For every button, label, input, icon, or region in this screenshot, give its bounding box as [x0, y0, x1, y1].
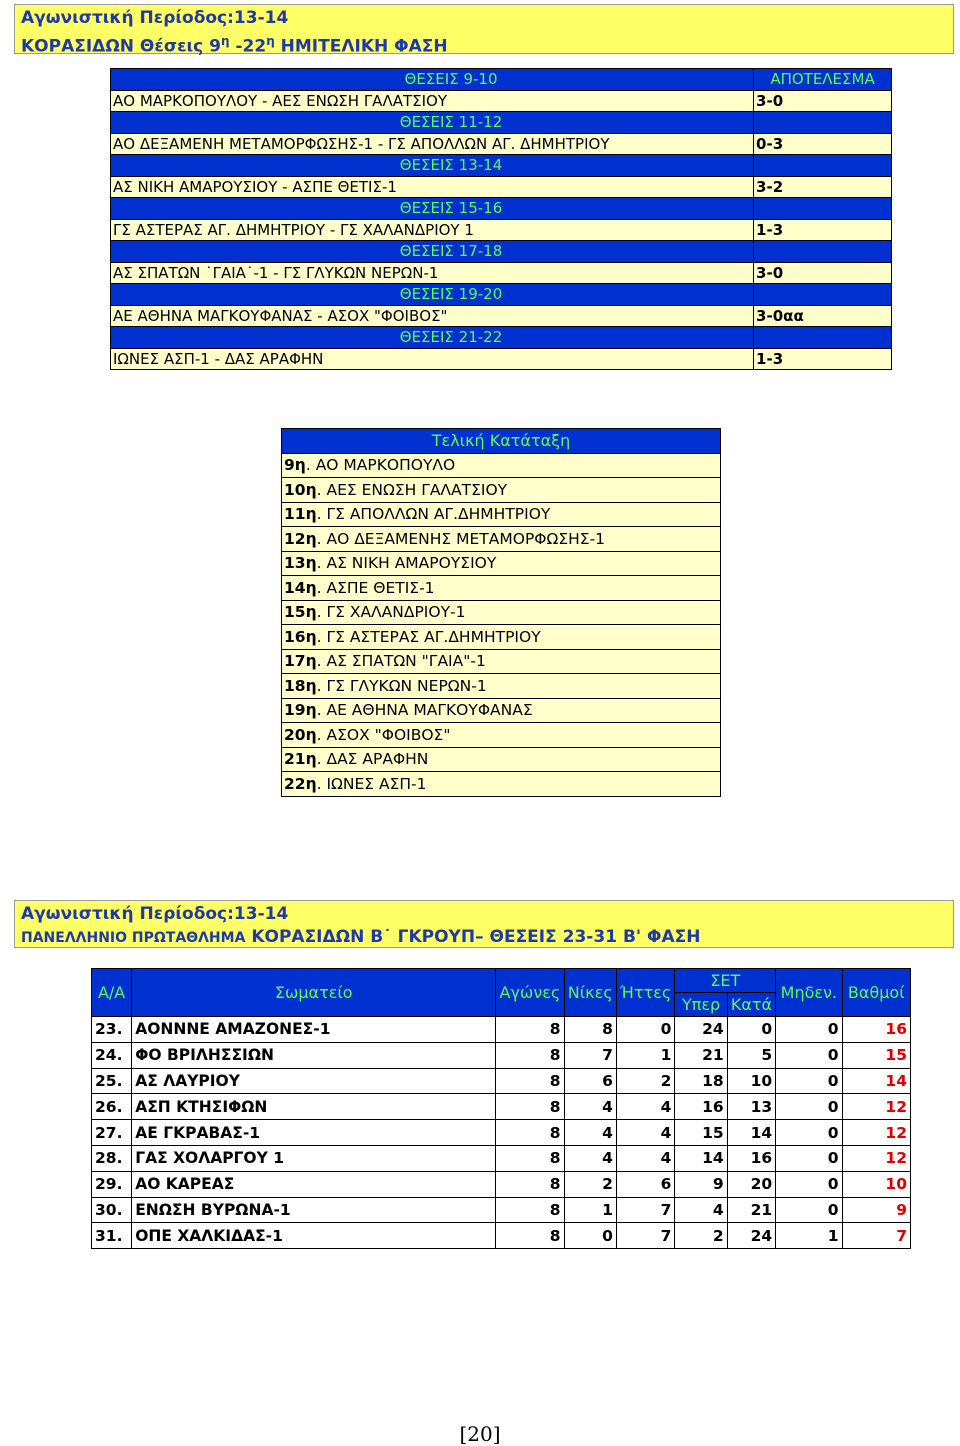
points: 9 — [842, 1197, 910, 1223]
games: 8 — [496, 1017, 564, 1043]
team-pos: 23. — [92, 1017, 132, 1043]
zero-sets: 0 — [776, 1145, 842, 1171]
ranking-team: ΑΕ ΑΘΗΝΑ ΜΑΓΚΟΥΦΑΝΑΣ — [326, 701, 533, 720]
ranking-team: ΑΣΠΕ ΘΕΤΙΣ-1 — [326, 578, 435, 597]
ranking-row: 20η. ΑΣΟΧ "ΦΟΙΒΟΣ" — [282, 723, 721, 748]
losses: 7 — [616, 1197, 675, 1223]
section-blank — [754, 155, 892, 177]
wins: 7 — [564, 1042, 616, 1068]
ranking-row: 17η. ΑΣ ΣΠΑΤΩΝ "ΓΑΙΑ"-1 — [282, 649, 721, 674]
games: 8 — [496, 1120, 564, 1146]
season-label-2: Αγωνιστική Περίοδος:13-14 — [21, 904, 289, 924]
match-teams: ΑΟ ΔΕΞΑΜΕΝΗ ΜΕΤΑΜΟΡΦΩΣΗΣ-1 - ΓΣ ΑΠΟΛΛΩΝ ΑΓ. ΔΗΜΗΤΡΙΟΥ — [111, 133, 754, 155]
games: 8 — [496, 1197, 564, 1223]
standings-row — [92, 1171, 911, 1197]
zero-sets: 0 — [776, 1017, 842, 1043]
ranking-team: ΓΣ ΑΠΟΛΛΩΝ ΑΓ.ΔΗΜΗΤΡΙΟΥ — [326, 505, 551, 524]
section-title: ΘΕΣΕΙΣ 17-18 — [111, 241, 754, 263]
wins: 4 — [564, 1094, 616, 1120]
ranking-team: ΔΑΣ ΑΡΑΦΗΝ — [326, 750, 429, 769]
losses: 7 — [616, 1223, 675, 1249]
sets-against: 10 — [727, 1068, 775, 1094]
points: 12 — [842, 1120, 910, 1146]
match-score: 1-3 — [754, 219, 892, 241]
match-teams: ΙΩΝΕΣ ΑΣΠ-1 - ΔΑΣ ΑΡΑΦΗΝ — [111, 348, 754, 370]
section-title: ΘΕΣΕΙΣ 11-12 — [111, 112, 754, 134]
result-header: ΑΠΟΤΕΛΕΣΜΑ — [754, 69, 892, 91]
match-teams: ΓΣ ΑΣΤΕΡΑΣ ΑΓ. ΔΗΜΗΤΡΙΟΥ - ΓΣ ΧΑΛΑΝΔΡΙΟΥ 1 — [111, 219, 754, 241]
sets-against: 5 — [727, 1042, 775, 1068]
ranking-position: 11η — [284, 505, 317, 524]
team-name: ΑΕ ΓΚΡΑΒΑΣ-1 — [132, 1120, 496, 1146]
section-title: ΘΕΣΕΙΣ 13-14 — [111, 155, 754, 177]
ranking-team: ΑΣΟΧ "ΦΟΙΒΟΣ" — [326, 725, 451, 744]
col-losses: Ήττες — [616, 969, 675, 1017]
season-label: Αγωνιστική Περίοδος:13-14 — [21, 8, 289, 28]
col-sets-against: Κατά — [727, 993, 775, 1017]
results-table — [110, 68, 892, 370]
match-teams: ΑΣ ΣΠΑΤΩΝ ˙ΓΑΙΑ˙-1 - ΓΣ ΓΛΥΚΩΝ ΝΕΡΩΝ-1 — [111, 262, 754, 284]
section-blank — [754, 327, 892, 349]
match-row — [111, 262, 892, 284]
ranking-position: 19η — [284, 701, 317, 720]
sets-for: 24 — [675, 1017, 727, 1043]
sets-for: 15 — [675, 1120, 727, 1146]
section-title: ΘΕΣΕΙΣ 15-16 — [111, 198, 754, 220]
team-pos: 24. — [92, 1042, 132, 1068]
ranking-row: 15η. ΓΣ ΧΑΛΑΝΔΡΙΟΥ-1 — [282, 600, 721, 625]
team-name: ΦΟ ΒΡΙΛΗΣΣΙΩΝ — [132, 1042, 496, 1068]
games: 8 — [496, 1145, 564, 1171]
header-bottom — [14, 900, 954, 948]
standings-table — [91, 968, 911, 1249]
points: 16 — [842, 1017, 910, 1043]
points: 14 — [842, 1068, 910, 1094]
sets-against: 16 — [727, 1145, 775, 1171]
standings-row — [92, 1068, 911, 1094]
results-section-row — [111, 198, 892, 220]
match-score: 3-0 — [754, 262, 892, 284]
section-title: ΚΟΡΑΣΙΔΩΝ Θέσεις $9^\eta$ $-22^\eta$ ΗΜΙΤΕΛΙΚΗ ΦΑΣΗ — [21, 34, 448, 57]
wins: 1 — [564, 1197, 616, 1223]
standings-row — [92, 1094, 911, 1120]
standings-row — [92, 1223, 911, 1249]
ranking-team: ΑΟ ΜΑΡΚΟΠΟΥΛΟ — [315, 456, 456, 475]
match-row — [111, 176, 892, 198]
match-row — [111, 305, 892, 327]
wins: 4 — [564, 1145, 616, 1171]
team-pos: 25. — [92, 1068, 132, 1094]
match-score: 3-0αα — [754, 305, 892, 327]
games: 8 — [496, 1171, 564, 1197]
team-name: ΑΟΝΝΝΕ ΑΜΑΖΟΝΕΣ-1 — [132, 1017, 496, 1043]
wins: 4 — [564, 1120, 616, 1146]
section-blank — [754, 112, 892, 134]
match-score: 3-0 — [754, 90, 892, 112]
team-pos: 30. — [92, 1197, 132, 1223]
results-section-row — [111, 284, 892, 306]
section-blank — [754, 241, 892, 263]
match-teams: ΑΟ ΜΑΡΚΟΠΟΥΛΟΥ - ΑΕΣ ΕΝΩΣΗ ΓΑΛΑΤΣΙΟΥ — [111, 90, 754, 112]
match-score: 3-2 — [754, 176, 892, 198]
losses: 2 — [616, 1068, 675, 1094]
ranking-position: 16η — [284, 627, 317, 646]
sets-against: 21 — [727, 1197, 775, 1223]
match-row — [111, 348, 892, 370]
ranking-team: ΑΣ ΝΙΚΗ ΑΜΑΡΟΥΣΙΟΥ — [326, 554, 497, 573]
ranking-position: 17η — [284, 652, 317, 671]
ranking-position: 9η — [284, 456, 306, 475]
section-blank — [754, 284, 892, 306]
team-pos: 29. — [92, 1171, 132, 1197]
ranking-row: 13η. ΑΣ ΝΙΚΗ ΑΜΑΡΟΥΣΙΟΥ — [282, 551, 721, 576]
ranking-team: ΓΣ ΓΛΥΚΩΝ ΝΕΡΩΝ-1 — [326, 676, 487, 695]
section-title: ΘΕΣΕΙΣ 9-10 — [111, 69, 754, 91]
ranking-row: 12η. ΑΟ ΔΕΞΑΜΕΝΗΣ ΜΕΤΑΜΟΡΦΩΣΗΣ-1 — [282, 527, 721, 552]
ranking-row: 9η. ΑΟ ΜΑΡΚΟΠΟΥΛΟ — [282, 453, 721, 478]
sets-for: 4 — [675, 1197, 727, 1223]
ranking-row: 16η. ΓΣ ΑΣΤΕΡΑΣ ΑΓ.ΔΗΜΗΤΡΙΟΥ — [282, 625, 721, 650]
points: 10 — [842, 1171, 910, 1197]
games: 8 — [496, 1068, 564, 1094]
match-score: 1-3 — [754, 348, 892, 370]
sets-against: 14 — [727, 1120, 775, 1146]
team-pos: 28. — [92, 1145, 132, 1171]
col-zero: Μηδεν. — [776, 969, 842, 1017]
sets-for: 9 — [675, 1171, 727, 1197]
ranking-team: ΑΟ ΔΕΞΑΜΕΝΗΣ ΜΕΤΑΜΟΡΦΩΣΗΣ-1 — [326, 529, 606, 548]
match-row — [111, 219, 892, 241]
results-section-row — [111, 112, 892, 134]
col-sets: ΣΕΤ — [675, 969, 776, 993]
wins: 8 — [564, 1017, 616, 1043]
sets-for: 16 — [675, 1094, 727, 1120]
section-title: ΘΕΣΕΙΣ 21-22 — [111, 327, 754, 349]
wins: 0 — [564, 1223, 616, 1249]
section-title: ΘΕΣΕΙΣ 19-20 — [111, 284, 754, 306]
match-teams: ΑΣ ΝΙΚΗ ΑΜΑΡΟΥΣΙΟΥ - ΑΣΠΕ ΘΕΤΙΣ-1 — [111, 176, 754, 198]
wins: 2 — [564, 1171, 616, 1197]
page-number: [20] — [459, 1422, 501, 1446]
losses: 0 — [616, 1017, 675, 1043]
results-section-row — [111, 69, 892, 91]
final-ranking-title: Τελική Κατάταξη — [282, 429, 721, 454]
match-row — [111, 133, 892, 155]
team-pos: 26. — [92, 1094, 132, 1120]
sets-for: 18 — [675, 1068, 727, 1094]
sets-against: 0 — [727, 1017, 775, 1043]
ranking-position: 18η — [284, 676, 317, 695]
team-name: ΕΝΩΣΗ ΒΥΡΩΝΑ-1 — [132, 1197, 496, 1223]
points: 12 — [842, 1145, 910, 1171]
match-score: 0-3 — [754, 133, 892, 155]
section-blank — [754, 198, 892, 220]
team-name: ΑΣΠ ΚΤΗΣΙΦΩΝ — [132, 1094, 496, 1120]
zero-sets: 0 — [776, 1094, 842, 1120]
championship-title: ΠΑΝΕΛΛΗΝΙΟ ΠΡΩΤΑΘΛΗΜΑ ΚΟΡΑΣΙΔΩΝ Β˙ ΓΚΡΟΥΠ– ΘΕΣΕΙΣ 23-31 Β' ΦΑΣΗ — [21, 927, 701, 947]
sets-against: 24 — [727, 1223, 775, 1249]
header-top — [14, 4, 954, 57]
standings-row — [92, 1042, 911, 1068]
team-pos: 27. — [92, 1120, 132, 1146]
col-points: Βαθμοί — [842, 969, 910, 1017]
ranking-row: 14η. ΑΣΠΕ ΘΕΤΙΣ-1 — [282, 576, 721, 601]
ranking-row: 11η. ΓΣ ΑΠΟΛΛΩΝ ΑΓ.ΔΗΜΗΤΡΙΟΥ — [282, 502, 721, 527]
results-section-row — [111, 155, 892, 177]
team-pos: 31. — [92, 1223, 132, 1249]
standings-row — [92, 1120, 911, 1146]
sets-for: 14 — [675, 1145, 727, 1171]
ranking-team: ΑΕΣ ΕΝΩΣΗ ΓΑΛΑΤΣΙΟΥ — [326, 480, 508, 499]
col-wins: Νίκες — [564, 969, 616, 1017]
col-sets-for: Υπερ — [675, 993, 727, 1017]
games: 8 — [496, 1223, 564, 1249]
ranking-position: 12η — [284, 529, 317, 548]
final-ranking-table — [281, 428, 721, 797]
match-row — [111, 90, 892, 112]
losses: 4 — [616, 1145, 675, 1171]
losses: 4 — [616, 1120, 675, 1146]
ranking-position: 14η — [284, 578, 317, 597]
team-name: ΟΠΕ ΧΑΛΚΙΔΑΣ-1 — [132, 1223, 496, 1249]
col-games: Αγώνες — [496, 969, 564, 1017]
ranking-team: ΑΣ ΣΠΑΤΩΝ "ΓΑΙΑ"-1 — [326, 652, 486, 671]
points: 15 — [842, 1042, 910, 1068]
ranking-position: 21η — [284, 750, 317, 769]
sets-for: 21 — [675, 1042, 727, 1068]
ranking-team: ΓΣ ΧΑΛΑΝΔΡΙΟΥ-1 — [326, 603, 466, 622]
zero-sets: 1 — [776, 1223, 842, 1249]
standings-row — [92, 1197, 911, 1223]
losses: 6 — [616, 1171, 675, 1197]
zero-sets: 0 — [776, 1120, 842, 1146]
results-section-row — [111, 241, 892, 263]
points: 12 — [842, 1094, 910, 1120]
ranking-position: 22η — [284, 774, 317, 793]
points: 7 — [842, 1223, 910, 1249]
col-team: Σωματείο — [132, 969, 496, 1017]
losses: 4 — [616, 1094, 675, 1120]
zero-sets: 0 — [776, 1171, 842, 1197]
ranking-row: 21η. ΔΑΣ ΑΡΑΦΗΝ — [282, 747, 721, 772]
ranking-row: 22η. ΙΩΝΕΣ ΑΣΠ-1 — [282, 772, 721, 797]
col-pos: Α/Α — [92, 969, 132, 1017]
ranking-position: 15η — [284, 603, 317, 622]
ranking-position: 13η — [284, 554, 317, 573]
ranking-position: 10η — [284, 480, 317, 499]
zero-sets: 0 — [776, 1197, 842, 1223]
team-name: ΑΣ ΛΑΥΡΙΟΥ — [132, 1068, 496, 1094]
ranking-row: 19η. ΑΕ ΑΘΗΝΑ ΜΑΓΚΟΥΦΑΝΑΣ — [282, 698, 721, 723]
team-name: ΑΟ ΚΑΡΕΑΣ — [132, 1171, 496, 1197]
games: 8 — [496, 1042, 564, 1068]
sets-against: 20 — [727, 1171, 775, 1197]
ranking-row: 18η. ΓΣ ΓΛΥΚΩΝ ΝΕΡΩΝ-1 — [282, 674, 721, 699]
standings-row — [92, 1017, 911, 1043]
zero-sets: 0 — [776, 1042, 842, 1068]
sets-against: 13 — [727, 1094, 775, 1120]
games: 8 — [496, 1094, 564, 1120]
wins: 6 — [564, 1068, 616, 1094]
ranking-row: 10η. ΑΕΣ ΕΝΩΣΗ ΓΑΛΑΤΣΙΟΥ — [282, 478, 721, 503]
ranking-team: ΙΩΝΕΣ ΑΣΠ-1 — [326, 774, 427, 793]
standings-row — [92, 1145, 911, 1171]
team-name: ΓΑΣ ΧΟΛΑΡΓΟΥ 1 — [132, 1145, 496, 1171]
sets-for: 2 — [675, 1223, 727, 1249]
losses: 1 — [616, 1042, 675, 1068]
ranking-team: ΓΣ ΑΣΤΕΡΑΣ ΑΓ.ΔΗΜΗΤΡΙΟΥ — [326, 627, 541, 646]
zero-sets: 0 — [776, 1068, 842, 1094]
ranking-position: 20η — [284, 725, 317, 744]
results-section-row — [111, 327, 892, 349]
match-teams: ΑΕ ΑΘΗΝΑ ΜΑΓΚΟΥΦΑΝΑΣ - ΑΣΟΧ "ΦΟΙΒΟΣ" — [111, 305, 754, 327]
